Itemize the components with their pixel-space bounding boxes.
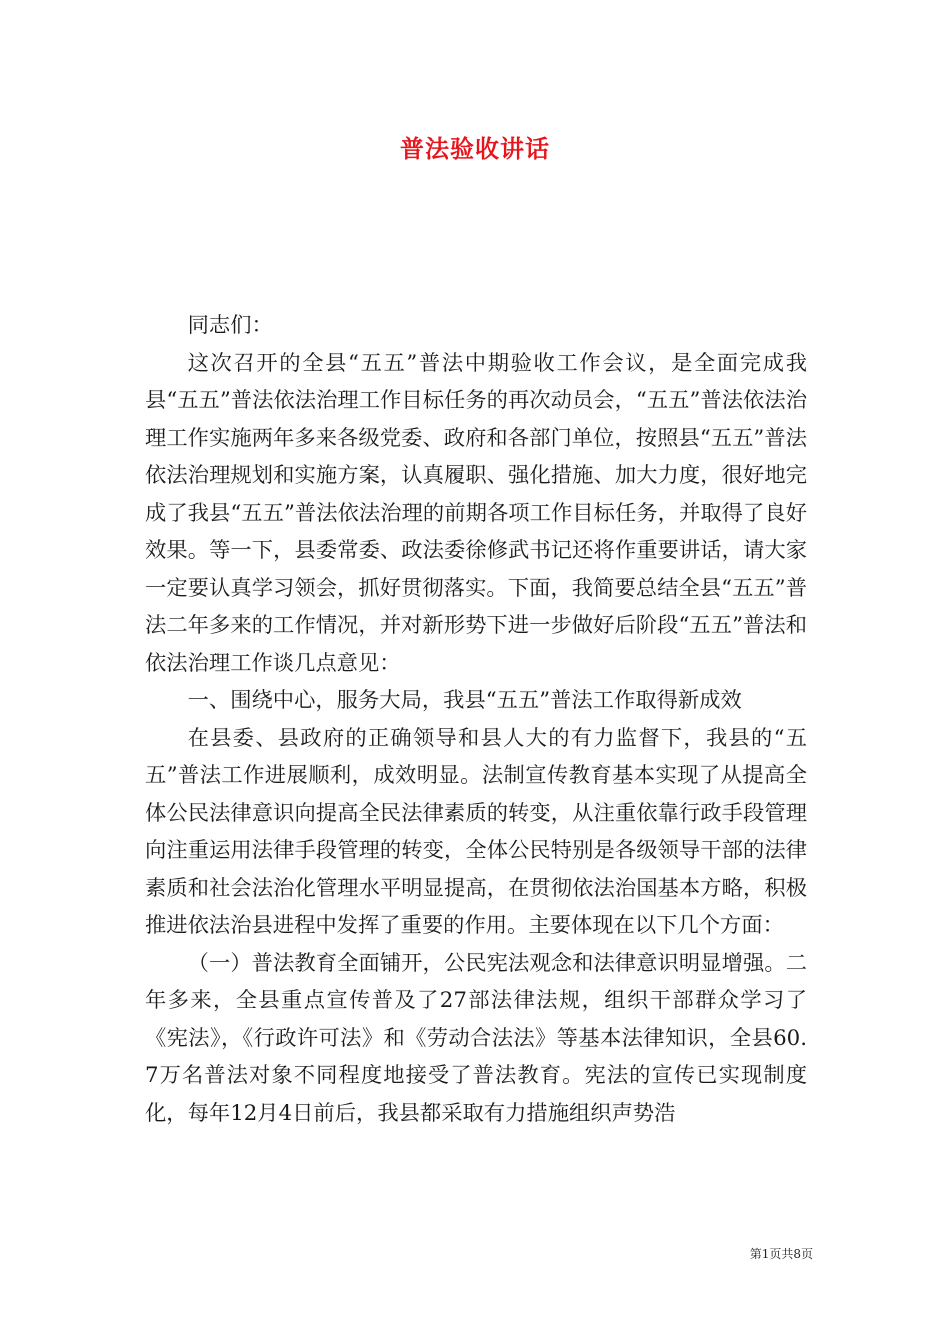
paragraph-salutation: 同志们：: [187, 313, 273, 338]
paragraph-subsection-1: （一）普法教育全面铺开，公民宪法观念和法律意识明显增强。二年多来，全县重点宣传普及了27部法律法规，组织干部群众学习了《宪法》，《行政许可法》和《劳动合法法》等基本法律知识，全县60.7万名普法对象不同程度地接受了普法教育。宪法的宣传已实现制度化，每年12月4日前后，我县都采取有力措施组织声势浩: [145, 950, 807, 1126]
section-heading-1: 一、围绕中心，服务大局，我县“五五”普法工作取得新成效: [187, 688, 742, 713]
page-number-footer: 第1页共8页: [749, 1247, 813, 1261]
document-title: 普法验收讲话: [400, 134, 550, 163]
document-body: [145, 307, 807, 1132]
paragraph-intro: 这次召开的全县“五五”普法中期验收工作会议，是全面完成我县“五五”普法依法治理工作目标任务的再次动员会，“五五”普法依法治理工作实施两年多来各级党委、政府和各部门单位，按照县“五五”普法依法治理规划和实施方案，认真履职、强化措施、加大力度，很好地完成了我县“五五”普法依法治理的前期各项工作目标任务，并取得了良好效果。等一下，县委常委、政法委徐修武书记还将作重要讲话，请大家一定要认真学习领会，抓好贯彻落实。下面，我简要总结全县“五五”普法二年多来的工作情况，并对新形势下进一步做好后阶段“五五”普法和依法治理工作谈几点意见：: [145, 350, 807, 676]
paragraph-section-1: 在县委、县政府的正确领导和县人大的有力监督下，我县的“五五”普法工作进展顺利，成效明显。法制宣传教育基本实现了从提高全体公民法律意识向提高全民法律素质的转变，从注重依靠行政手段管理向注重运用法律手段管理的转变，全体公民特别是各级领导干部的法律素质和社会法治化管理水平明显提高，在贯彻依法治国基本方略，积极推进依法治县进程中发挥了重要的作用。主要体现在以下几个方面：: [145, 725, 807, 938]
